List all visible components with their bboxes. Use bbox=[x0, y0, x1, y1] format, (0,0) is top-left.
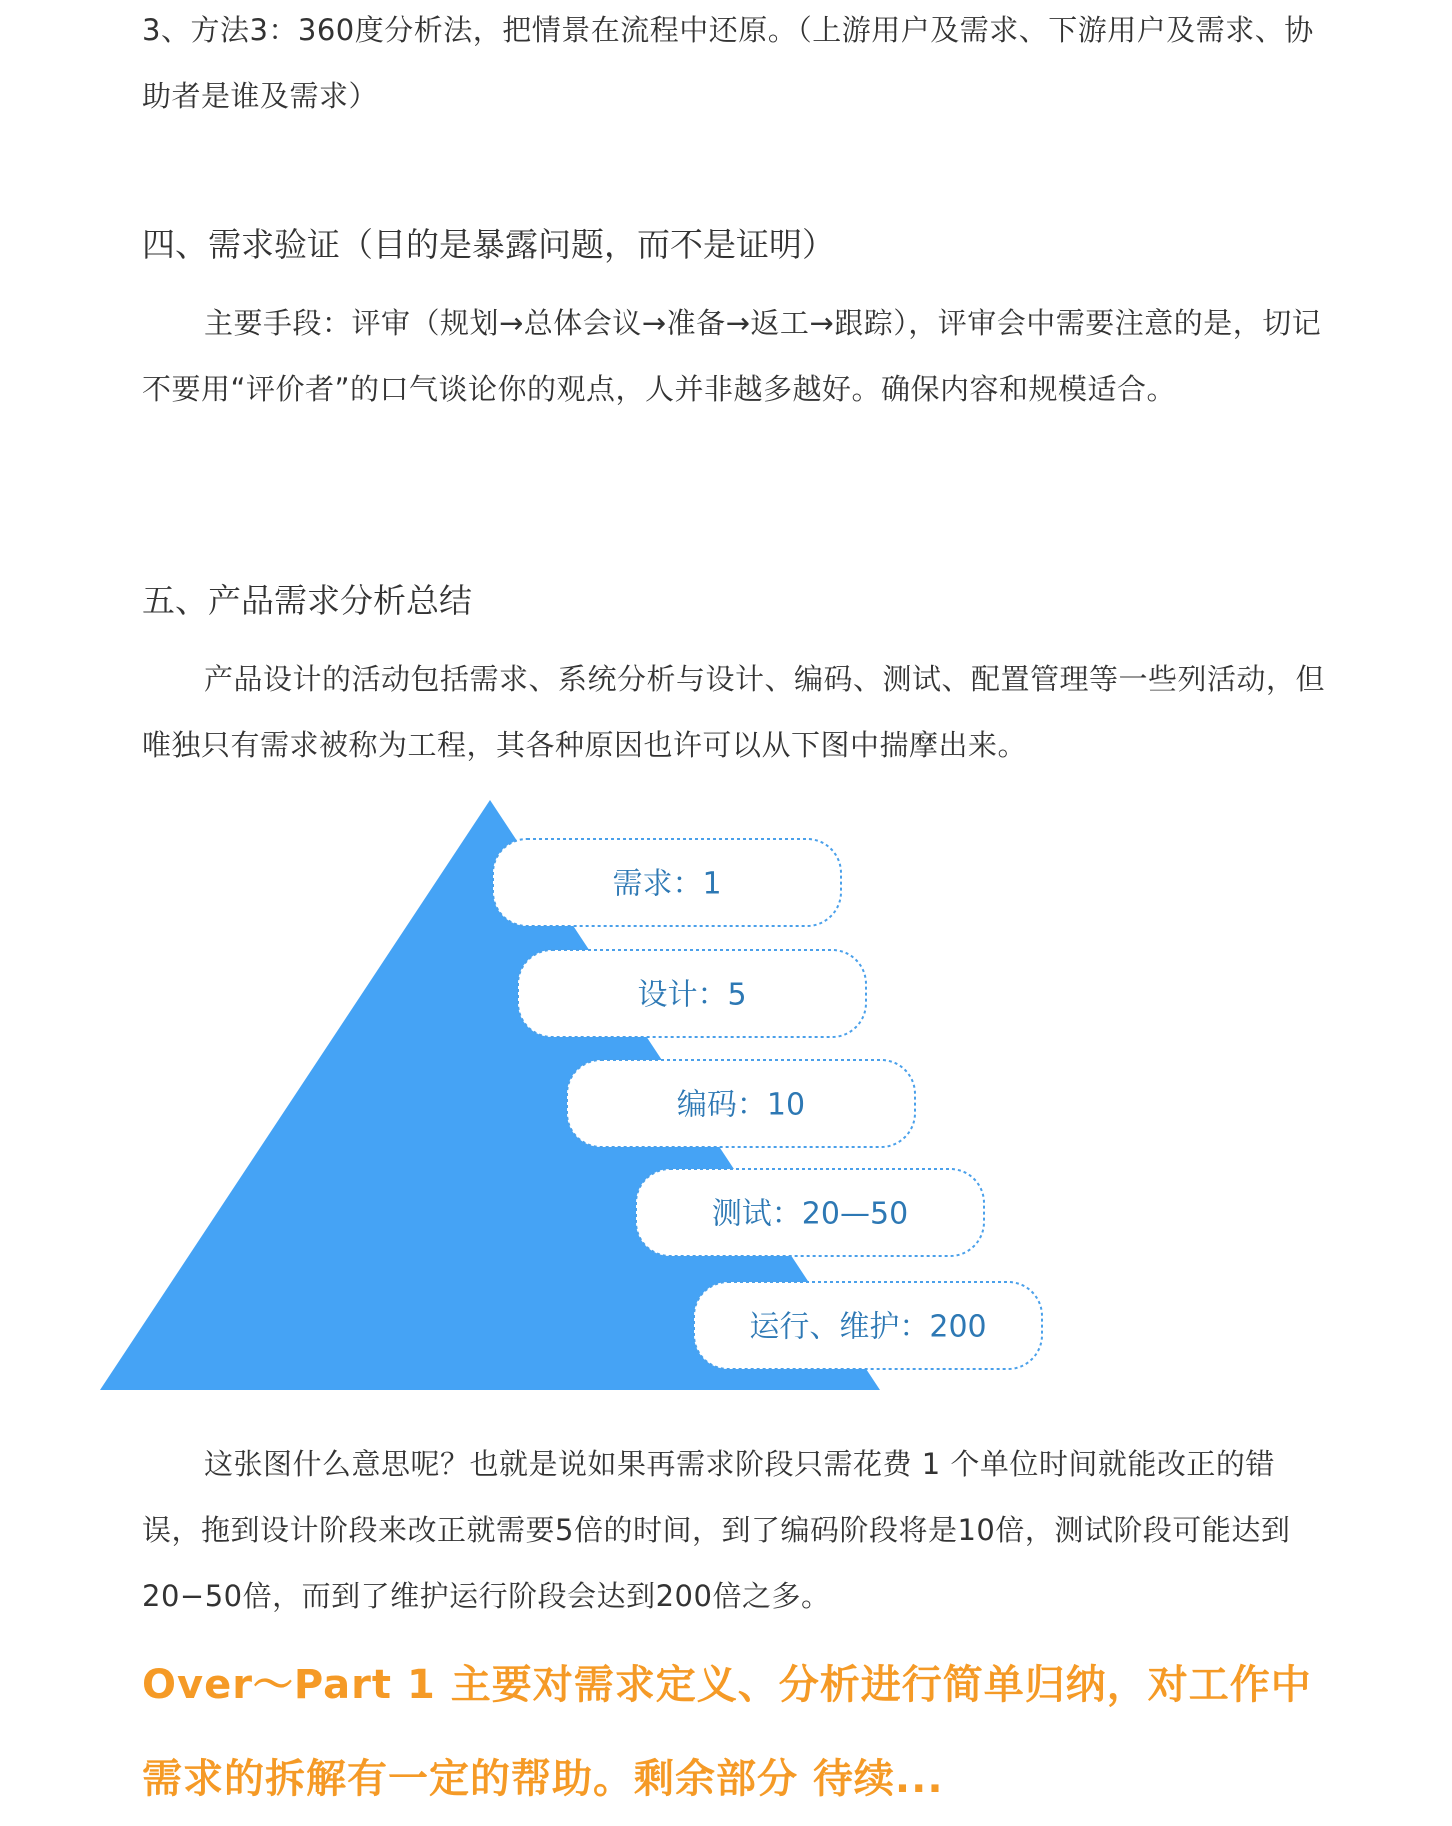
section5-heading: 五、产品需求分析总结 bbox=[142, 581, 472, 620]
pyramid-level-label: 测试：20—50 bbox=[711, 1196, 909, 1232]
section5-body: 产品设计的活动包括需求、系统分析与设计、编码、测试、配置管理等一些列活动，但唯独只有需求被称为工程，其各种原因也许可以从下图中揣摩出来。 bbox=[142, 662, 1326, 762]
section4-heading: 四、需求验证（目的是暴露问题，而不是证明） bbox=[142, 225, 835, 264]
method3-paragraph: 3、方法3：360度分析法，把情景在流程中还原。（上游用户及需求、下游用户及需求、协助者是谁及需求） bbox=[142, 13, 1314, 113]
pyramid-level-3 bbox=[567, 1060, 915, 1147]
pyramid-level-2 bbox=[518, 950, 866, 1037]
section4-body: 主要手段：评审（规划→总体会议→准备→返工→跟踪），评审会中需要注意的是，切记不要用“评价者”的口气谈论你的观点，人并非越多越好。确保内容和规模适合。 bbox=[142, 306, 1322, 406]
pyramid-level-4 bbox=[636, 1169, 984, 1256]
pyramid-level-label: 设计：5 bbox=[637, 977, 747, 1013]
cost-pyramid-diagram bbox=[0, 790, 1452, 1410]
pyramid-level-label: 需求：1 bbox=[612, 866, 722, 902]
pyramid-explanation: 这张图什么意思呢？也就是说如果再需求阶段只需花费 1 个单位时间就能改正的错误，拖到设计阶段来改正就需要5倍的时间，到了编码阶段将是10倍，测试阶段可能达到20−50倍，而到了维护运行阶段会达到200倍之多。 bbox=[142, 1447, 1291, 1613]
pyramid-level-label: 运行、维护：200 bbox=[749, 1309, 987, 1345]
pyramid-level-5 bbox=[694, 1282, 1042, 1369]
pyramid-level-1 bbox=[493, 839, 841, 926]
pyramid-level-label: 编码：10 bbox=[676, 1087, 806, 1123]
closing-note: Over～Part 1 主要对需求定义、分析进行简单归纳，对工作中需求的拆解有一定的帮助。剩余部分 待续... bbox=[142, 1662, 1312, 1802]
